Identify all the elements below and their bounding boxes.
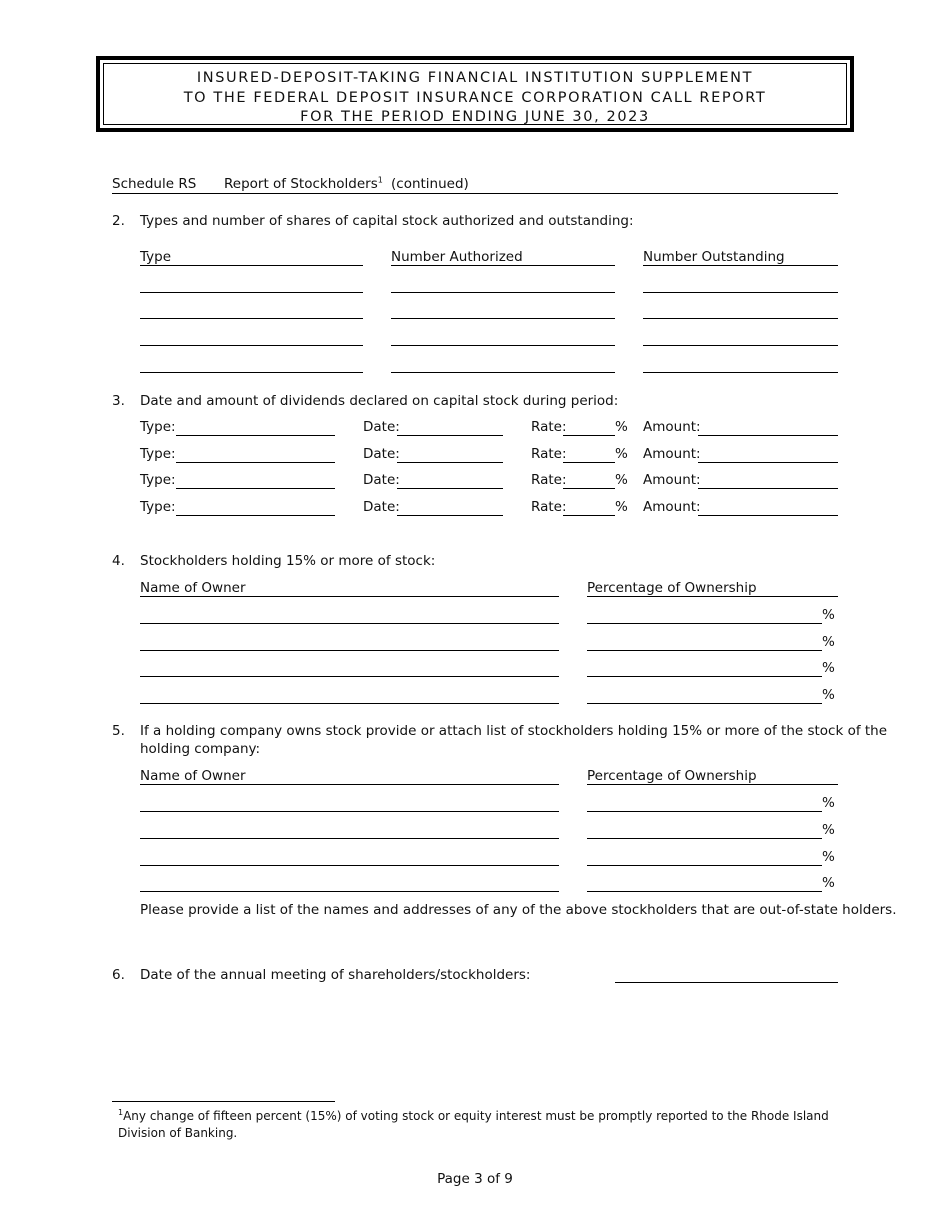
footnote — [118, 1108, 838, 1141]
dividend-date-field[interactable] — [397, 488, 503, 489]
footnote-mark: 1 — [118, 1108, 124, 1117]
schedule-continued: (continued) — [391, 176, 469, 192]
holding-owner-name-field[interactable] — [140, 865, 559, 866]
number-outstanding-field[interactable] — [643, 372, 838, 373]
column-header-authorized-rule — [391, 265, 615, 266]
dividend-rate-label: Rate: — [531, 472, 567, 488]
dividend-rate-percent: % — [615, 419, 628, 435]
dividend-date-label: Date: — [363, 499, 400, 515]
column-header-number-outstanding: Number Outstanding — [643, 249, 785, 265]
dividend-rate-field[interactable] — [563, 462, 615, 463]
owner-name-field[interactable] — [140, 703, 559, 704]
dividend-date-label: Date: — [363, 472, 400, 488]
number-outstanding-field[interactable] — [643, 318, 838, 319]
dividend-rate-percent: % — [615, 446, 628, 462]
ownership-percentage-field[interactable] — [587, 650, 822, 651]
dividend-type-field[interactable] — [176, 515, 335, 516]
holding-ownership-percent-sign: % — [822, 795, 835, 811]
stock-type-field[interactable] — [140, 372, 363, 373]
dividend-type-field[interactable] — [176, 435, 335, 436]
holding-owner-name-field[interactable] — [140, 891, 559, 892]
number-authorized-field[interactable] — [391, 345, 615, 346]
number-authorized-field[interactable] — [391, 372, 615, 373]
dividend-type-field[interactable] — [176, 488, 335, 489]
column-header-number-authorized: Number Authorized — [391, 249, 523, 265]
holding-ownership-percent-sign: % — [822, 849, 835, 865]
holding-ownership-percentage-field[interactable] — [587, 865, 822, 866]
holding-owner-name-field[interactable] — [140, 811, 559, 812]
dividend-rate-percent: % — [615, 499, 628, 515]
column-header-percentage-of-ownership: Percentage of Ownership — [587, 768, 757, 784]
section-4-text: Stockholders holding 15% or more of stock: — [140, 553, 436, 569]
report-header — [103, 63, 847, 125]
out-of-state-holders-note: Please provide a list of the names and addresses of any of the above stockholders that are out-of-state holders. — [140, 902, 897, 918]
holding-owner-name-field[interactable] — [140, 838, 559, 839]
section-3-text: Date and amount of dividends declared on capital stock during period: — [140, 393, 619, 409]
owner-name-field[interactable] — [140, 676, 559, 677]
dividend-rate-field[interactable] — [563, 488, 615, 489]
ownership-percent-sign: % — [822, 607, 835, 623]
holding-ownership-percentage-field[interactable] — [587, 838, 822, 839]
dividend-rate-label: Rate: — [531, 446, 567, 462]
dividend-amount-label: Amount: — [643, 472, 701, 488]
dividend-amount-label: Amount: — [643, 446, 701, 462]
column-header-percentage-rule — [587, 784, 838, 785]
schedule-title — [224, 176, 383, 193]
column-header-outstanding-rule — [643, 265, 838, 266]
section-5-number: 5. — [112, 723, 125, 739]
dividend-date-label: Date: — [363, 446, 400, 462]
number-outstanding-field[interactable] — [643, 292, 838, 293]
column-header-type: Type — [140, 249, 172, 265]
dividend-type-label: Type: — [140, 446, 176, 462]
dividend-date-label: Date: — [363, 419, 400, 435]
section-5-text-line-1: If a holding company owns stock provide or attach list of stockholders holding 15% or more of the stock of the — [140, 723, 888, 739]
dividend-amount-label: Amount: — [643, 499, 701, 515]
footnote-text: Any change of fifteen percent (15%) of voting stock or equity interest must be promptly reported to the Rhode Island Division of Banking. — [118, 1109, 829, 1140]
owner-name-field[interactable] — [140, 650, 559, 651]
dividend-amount-field[interactable] — [698, 435, 838, 436]
footnote-separator — [112, 1101, 335, 1102]
section-4-number: 4. — [112, 553, 125, 569]
ownership-percentage-field[interactable] — [587, 703, 822, 704]
section-5-text-line-2: holding company: — [140, 741, 261, 757]
schedule-code: Schedule RS — [112, 176, 197, 192]
dividend-date-field[interactable] — [397, 515, 503, 516]
ownership-percentage-field[interactable] — [587, 623, 822, 624]
dividend-type-field[interactable] — [176, 462, 335, 463]
section-6-number: 6. — [112, 967, 125, 983]
section-2-text: Types and number of shares of capital stock authorized and outstanding: — [140, 213, 634, 229]
stock-type-field[interactable] — [140, 292, 363, 293]
ownership-percent-sign: % — [822, 687, 835, 703]
holding-ownership-percentage-field[interactable] — [587, 891, 822, 892]
dividend-type-label: Type: — [140, 419, 176, 435]
schedule-footnote-mark: 1 — [377, 175, 383, 185]
section-3-number: 3. — [112, 393, 125, 409]
dividend-amount-field[interactable] — [698, 462, 838, 463]
dividend-amount-field[interactable] — [698, 488, 838, 489]
dividend-type-label: Type: — [140, 472, 176, 488]
number-authorized-field[interactable] — [391, 318, 615, 319]
dividend-date-field[interactable] — [397, 462, 503, 463]
dividend-amount-label: Amount: — [643, 419, 701, 435]
holding-ownership-percent-sign: % — [822, 822, 835, 838]
stock-type-field[interactable] — [140, 318, 363, 319]
section-6-text: Date of the annual meeting of shareholders/stockholders: — [140, 967, 531, 983]
column-header-name-of-owner: Name of Owner — [140, 580, 246, 596]
owner-name-field[interactable] — [140, 623, 559, 624]
holding-ownership-percent-sign: % — [822, 875, 835, 891]
dividend-rate-label: Rate: — [531, 499, 567, 515]
report-header-box — [96, 56, 854, 132]
holding-ownership-percentage-field[interactable] — [587, 811, 822, 812]
dividend-rate-field[interactable] — [563, 515, 615, 516]
number-authorized-field[interactable] — [391, 292, 615, 293]
column-header-name-rule — [140, 596, 559, 597]
ownership-percent-sign: % — [822, 660, 835, 676]
column-header-percentage-of-ownership: Percentage of Ownership — [587, 580, 757, 596]
schedule-title-text: Report of Stockholders — [224, 176, 378, 192]
header-line-3: FOR THE PERIOD ENDING JUNE 30, 2023 — [300, 109, 650, 125]
header-line-2: TO THE FEDERAL DEPOSIT INSURANCE CORPORATION CALL REPORT — [183, 89, 767, 106]
ownership-percent-sign: % — [822, 634, 835, 650]
column-header-name-rule — [140, 784, 559, 785]
header-line-1: INSURED-DEPOSIT-TAKING FINANCIAL INSTITUTION SUPPLEMENT — [196, 70, 754, 86]
dividend-type-label: Type: — [140, 499, 176, 515]
page-number: Page 3 of 9 — [437, 1171, 513, 1187]
column-header-name-of-owner: Name of Owner — [140, 768, 246, 784]
section-2-number: 2. — [112, 213, 125, 229]
dividend-rate-percent: % — [615, 472, 628, 488]
schedule-title-rule — [112, 193, 838, 194]
dividend-rate-field[interactable] — [563, 435, 615, 436]
ownership-percentage-field[interactable] — [587, 676, 822, 677]
column-header-percentage-rule — [587, 596, 838, 597]
annual-meeting-date-field[interactable] — [615, 982, 838, 983]
number-outstanding-field[interactable] — [643, 345, 838, 346]
column-header-type-rule — [140, 265, 363, 266]
dividend-rate-label: Rate: — [531, 419, 567, 435]
dividend-date-field[interactable] — [397, 435, 503, 436]
stock-type-field[interactable] — [140, 345, 363, 346]
dividend-amount-field[interactable] — [698, 515, 838, 516]
